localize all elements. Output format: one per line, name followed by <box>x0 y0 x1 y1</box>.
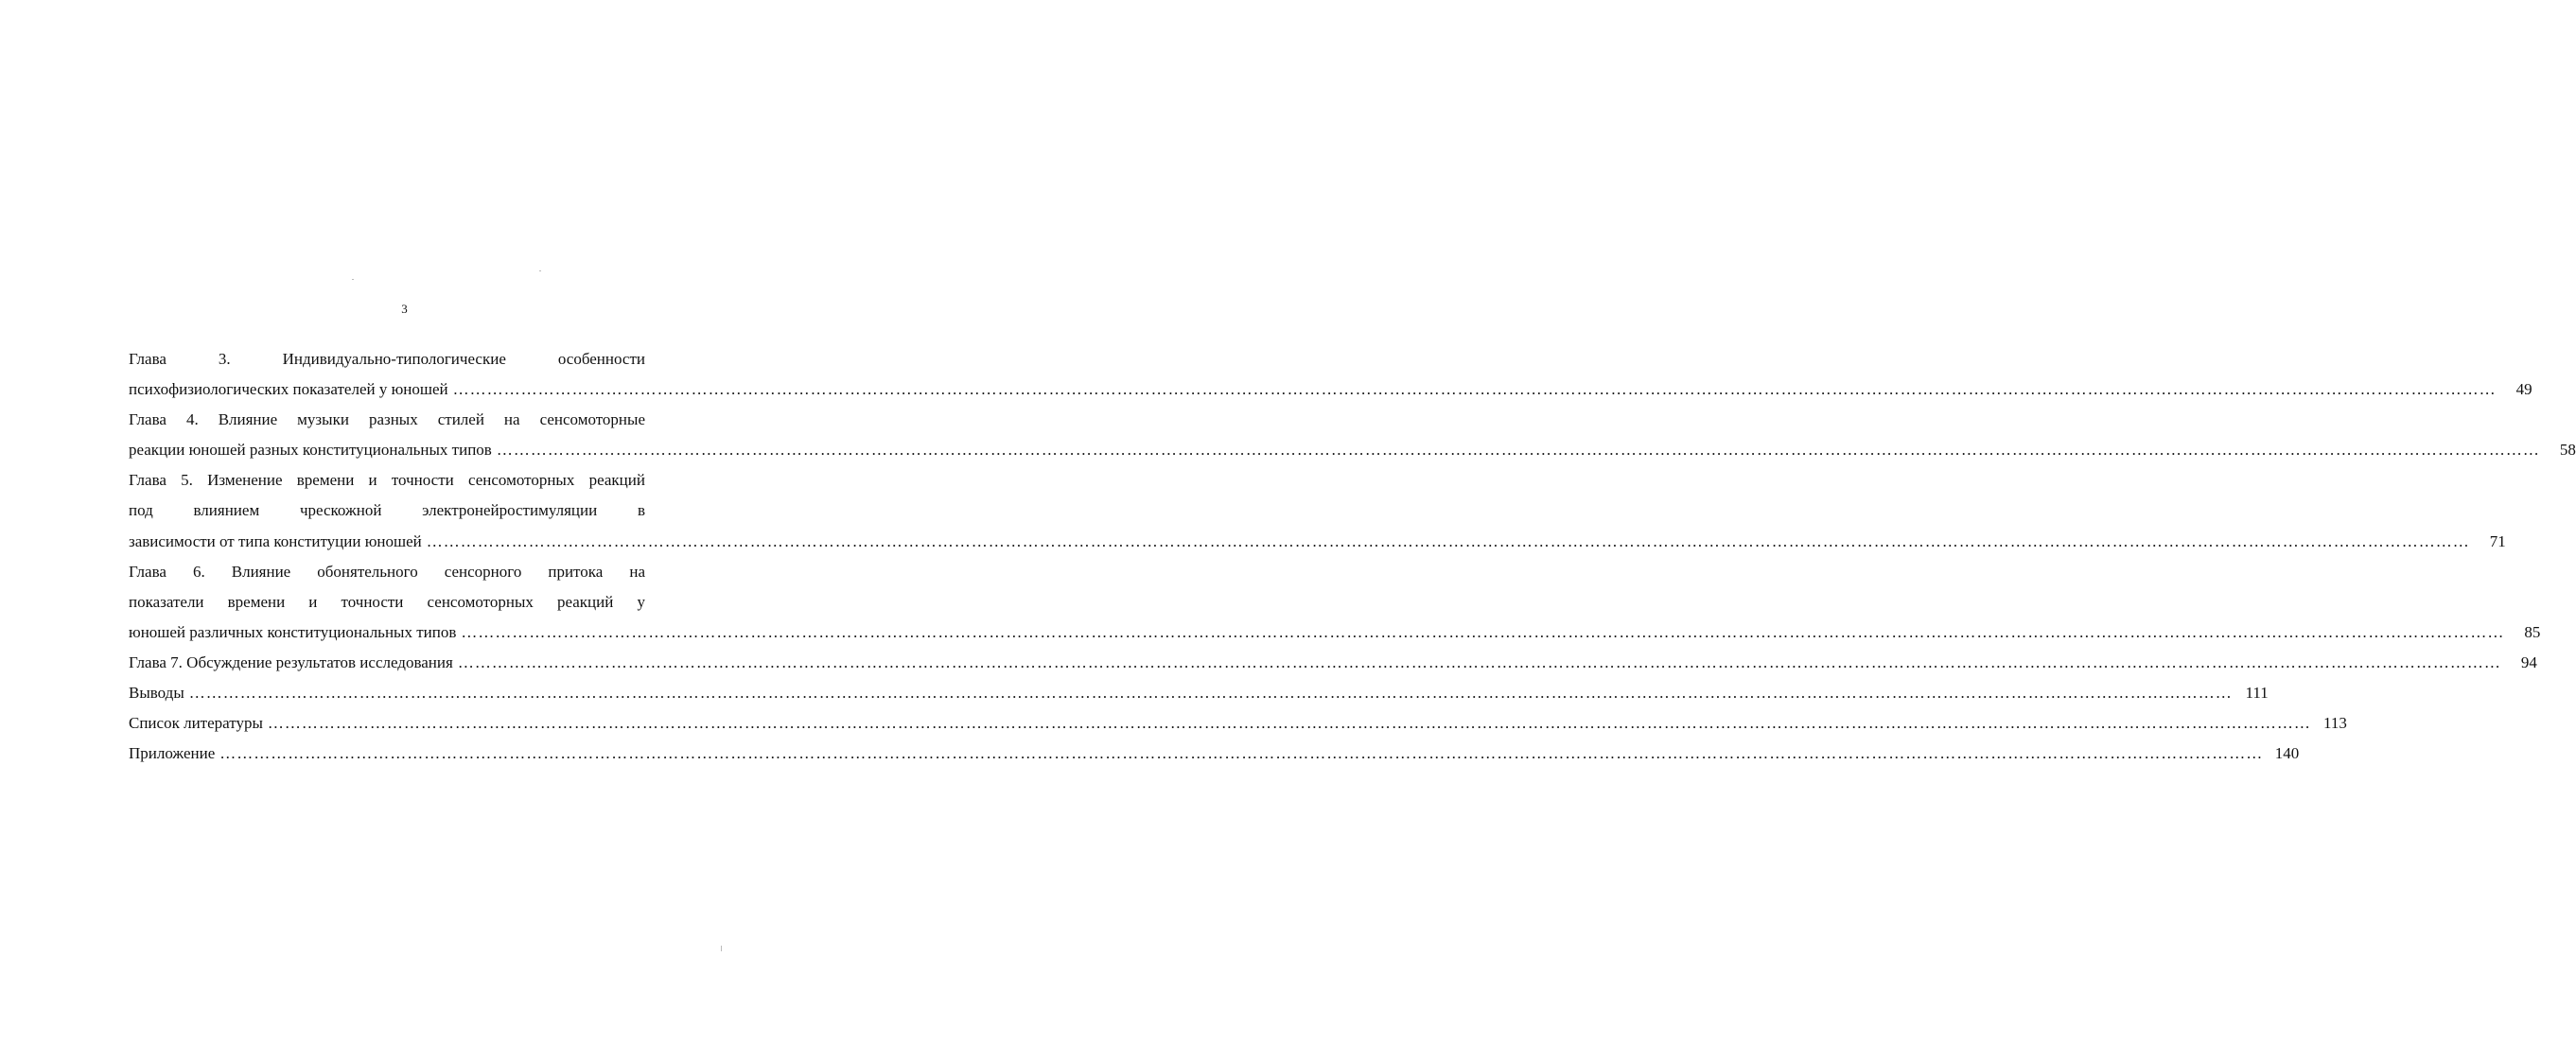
toc-entry-title: юношей различных конституциональных типов <box>129 622 457 641</box>
toc-word: и <box>368 471 377 490</box>
toc-word: сенсомоторных <box>427 592 534 611</box>
toc-entry-title-line <box>129 708 2347 739</box>
toc-entry-line <box>129 465 645 496</box>
toc-word: Глава <box>129 562 166 581</box>
toc-entry-line <box>129 344 645 374</box>
toc-word: разных <box>368 410 418 429</box>
toc-word: Глава <box>129 410 166 429</box>
toc-entry-title-line <box>129 739 2300 769</box>
toc-entry <box>129 465 2506 556</box>
toc-word: времени <box>227 592 286 611</box>
toc-leader-dots: ……………………………………………………………………………………………………………………………………………………………………………………………………………………………………………………………………………………………………………………………… <box>461 622 2505 641</box>
toc-leader-dots: ……………………………………………………………………………………………………………………………………………………………………………………………………………………………………………………………………………………………………………………………… <box>496 441 2540 460</box>
toc-word: под <box>129 501 153 520</box>
toc-word: и <box>308 592 318 611</box>
toc-entry <box>129 739 2300 769</box>
toc-word: Влияние <box>218 410 278 429</box>
toc-word: электронейростимуляции <box>422 501 598 520</box>
toc-entry-title: реакции юношей разных конституциональных типов <box>129 441 492 460</box>
toc-page-number: 58 <box>2559 441 2576 460</box>
toc-leader-dots: ……………………………………………………………………………………………………………………………………………………………………………………………………………………………………………………………………………………………………………………………… <box>426 531 2470 550</box>
toc-word: времени <box>296 471 355 490</box>
toc-page-number: 94 <box>2520 652 2537 671</box>
toc-page-number: 113 <box>2323 714 2347 733</box>
toc-word: притока <box>548 562 604 581</box>
toc-word: сенсомоторных <box>467 471 575 490</box>
scan-speck <box>352 279 354 280</box>
toc-entry <box>129 648 2537 678</box>
toc-word: 6. <box>192 562 205 581</box>
toc-leader-dots: ……………………………………………………………………………………………………………………………………………………………………………………………………………………………………………………………………………………………………………………………… <box>452 380 2497 399</box>
toc-leader-dots: ……………………………………………………………………………………………………………………………………………………………………………………………………………………………………………………………………………………………………………………………… <box>188 684 2233 703</box>
toc-word: Изменение <box>207 471 283 490</box>
toc-entry-title: психофизиологических показателей у юношей <box>129 380 448 399</box>
toc-word: сенсомоторные <box>539 410 645 429</box>
toc-entry-title-line <box>129 527 2506 557</box>
toc-word: на <box>629 562 645 581</box>
toc-word: в <box>637 501 645 520</box>
toc-page-number: 85 <box>2524 622 2541 641</box>
toc-word: реакций <box>557 592 614 611</box>
toc-entry <box>129 344 2532 405</box>
toc-entry-line <box>129 587 645 617</box>
toc-page-number: 111 <box>2245 684 2269 703</box>
toc-entry <box>129 405 2576 465</box>
toc-entry <box>129 708 2347 739</box>
toc-word: стилей <box>437 410 484 429</box>
toc-entry-title-line <box>129 678 2269 708</box>
toc-word: сенсорного <box>444 562 522 581</box>
scan-speck <box>539 270 541 271</box>
toc-page-number: 140 <box>2274 744 2300 763</box>
toc-entry-title-line <box>129 648 2537 678</box>
toc-entry-line <box>129 557 645 587</box>
toc-entry-title-line <box>129 617 2541 648</box>
toc-leader-dots: ……………………………………………………………………………………………………………………………………………………………………………………………………………………………………………………………………………………………………………………………… <box>457 652 2501 671</box>
toc-entry-line <box>129 496 645 526</box>
toc-page-number: 49 <box>2515 380 2532 399</box>
toc-word: 4. <box>185 410 199 429</box>
toc-entry-title: зависимости от типа конституции юношей <box>129 531 422 550</box>
toc-word: музыки <box>297 410 349 429</box>
toc-word: влиянием <box>193 501 260 520</box>
toc-word: Влияние <box>231 562 291 581</box>
toc-entry-title: Список литературы <box>129 714 263 733</box>
toc-word: точности <box>341 592 404 611</box>
toc-word: на <box>503 410 520 429</box>
toc-word: чрескожной <box>299 501 382 520</box>
table-of-contents <box>129 344 2576 769</box>
toc-word: у <box>637 592 645 611</box>
toc-entry-title-line <box>129 435 2576 465</box>
scan-speck <box>721 946 722 951</box>
toc-page-number: 71 <box>2489 531 2506 550</box>
toc-entry-title: Приложение <box>129 744 216 763</box>
toc-word: особенности <box>557 350 645 368</box>
toc-word: реакций <box>588 471 645 490</box>
toc-word: точности <box>391 471 454 490</box>
page-number: 3 <box>401 302 408 316</box>
toc-leader-dots: ……………………………………………………………………………………………………………………………………………………………………………………………………………………………………………………………………………………………………………………………… <box>219 744 2264 763</box>
toc-word: Индивидуально-типологические <box>282 350 506 368</box>
toc-entry <box>129 678 2269 708</box>
toc-word: Глава <box>129 350 166 368</box>
toc-word: 5. <box>181 471 193 490</box>
toc-entry-title: Глава 7. Обсуждение результатов исследования <box>129 652 453 671</box>
toc-word: 3. <box>218 350 231 368</box>
toc-entry-title: Выводы <box>129 684 184 703</box>
toc-leader-dots: ……………………………………………………………………………………………………………………………………………………………………………………………………………………………………………………………………………………………………………………………… <box>267 714 2311 733</box>
toc-word: показатели <box>129 592 204 611</box>
toc-entry-title-line <box>129 374 2532 405</box>
toc-word: Глава <box>129 471 166 490</box>
toc-entry <box>129 557 2541 648</box>
toc-entry-line <box>129 405 645 435</box>
toc-word: обонятельного <box>317 562 418 581</box>
